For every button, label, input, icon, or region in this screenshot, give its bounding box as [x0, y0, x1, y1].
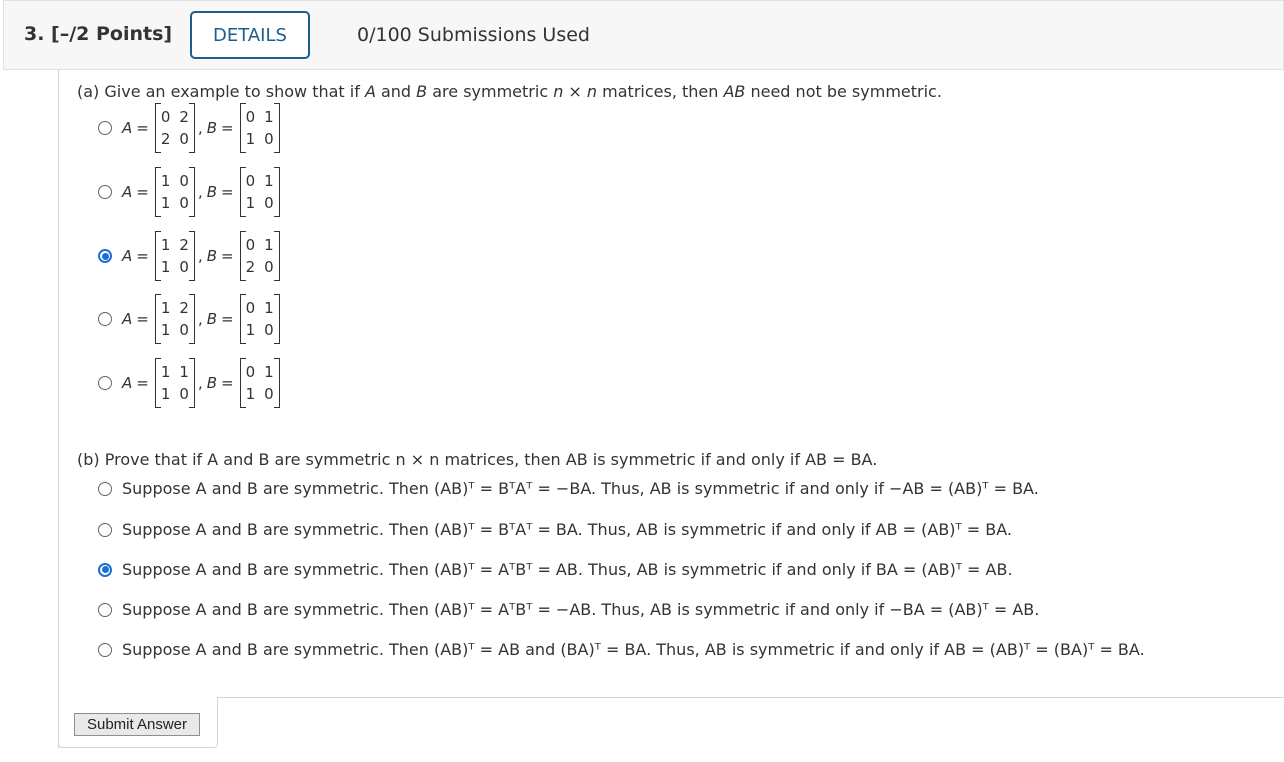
- part-b-option[interactable]: [98, 600, 1039, 619]
- matrix-row: [246, 297, 274, 319]
- part-b-option[interactable]: [98, 520, 1012, 539]
- matrix-b: [240, 234, 280, 278]
- question-header: [3, 0, 1284, 70]
- matrix-cell: 0: [179, 130, 189, 148]
- matrix-cell: 1: [160, 172, 171, 190]
- equals-sign: =: [136, 247, 149, 265]
- matrix-cell: 1: [245, 321, 256, 339]
- details-button[interactable]: DETAILS: [190, 11, 310, 59]
- matrix-cell: 0: [245, 299, 256, 317]
- matrix-cell: 0: [264, 321, 274, 339]
- matrix-a: [155, 297, 195, 341]
- comma: ,: [197, 374, 203, 392]
- matrix-b-label: B: [206, 374, 218, 392]
- submissions-used: 0/100 Submissions Used: [357, 24, 590, 46]
- comma: ,: [197, 310, 203, 328]
- matrix-cell: 0: [245, 108, 256, 126]
- part-b-option[interactable]: [98, 640, 1145, 659]
- comma: ,: [197, 183, 203, 201]
- matrix-a-label: A: [122, 247, 133, 265]
- matrix-b: [240, 297, 280, 341]
- matrix-cell: 1: [160, 321, 171, 339]
- radio-button[interactable]: [98, 523, 112, 537]
- equals-sign: =: [221, 310, 234, 328]
- matrix-b: [240, 361, 280, 405]
- radio-button[interactable]: [98, 603, 112, 617]
- equals-sign: =: [136, 183, 149, 201]
- radio-button[interactable]: [98, 185, 112, 199]
- matrix-a-label: A: [122, 310, 133, 328]
- matrix-cell: 0: [179, 258, 189, 276]
- matrix-cell: 1: [179, 363, 189, 381]
- matrix-row: [161, 234, 189, 256]
- equals-sign: =: [136, 374, 149, 392]
- matrix-cell: 0: [264, 130, 274, 148]
- matrix-row: [246, 234, 274, 256]
- matrix-row: [246, 128, 274, 150]
- matrix-row: [161, 319, 189, 341]
- matrix-cell: 1: [160, 363, 171, 381]
- matrix-cell: 1: [160, 299, 171, 317]
- option-text: Suppose A and B are symmetric. Then (AB)ᵀ = AᵀBᵀ = AB. Thus, AB is symmetric if and only if BA = (AB)ᵀ = AB.: [122, 560, 1013, 579]
- matrix-cell: 1: [245, 385, 256, 403]
- part-a-prompt: (a) Give an example to show that if A and B are symmetric n × n matrices, then AB need not be symmetric.: [77, 82, 942, 101]
- matrix-row: [161, 383, 189, 405]
- submit-answer-button[interactable]: Submit Answer: [74, 713, 200, 736]
- matrix-row: [246, 106, 274, 128]
- part-a-option[interactable]: [98, 100, 282, 156]
- part-b-option[interactable]: [98, 479, 1039, 498]
- matrix-row: [161, 361, 189, 383]
- option-text: Suppose A and B are symmetric. Then (AB)ᵀ = AᵀBᵀ = −AB. Thus, AB is symmetric if and only if −BA = (AB)ᵀ = AB.: [122, 600, 1040, 619]
- matrix-a: [155, 234, 195, 278]
- matrix-cell: 2: [179, 236, 189, 254]
- comma: ,: [197, 247, 203, 265]
- equals-sign: =: [136, 119, 149, 137]
- comma: ,: [197, 119, 203, 137]
- matrix-b: [240, 106, 280, 150]
- radio-button[interactable]: [98, 376, 112, 390]
- matrix-cell: 0: [264, 385, 274, 403]
- equals-sign: =: [221, 374, 234, 392]
- matrix-row: [161, 106, 189, 128]
- option-text: Suppose A and B are symmetric. Then (AB)ᵀ = AB and (BA)ᵀ = BA. Thus, AB is symmetric if and only if AB = (AB)ᵀ = (BA)ᵀ = BA.: [122, 640, 1145, 659]
- matrix-cell: 0: [160, 108, 171, 126]
- matrix-cell: 2: [245, 258, 256, 276]
- matrix-row: [161, 256, 189, 278]
- matrix-cell: 1: [160, 385, 171, 403]
- matrix-row: [246, 319, 274, 341]
- matrix-row: [246, 192, 274, 214]
- matrix-row: [161, 192, 189, 214]
- matrix-b-label: B: [206, 247, 218, 265]
- matrix-cell: 0: [245, 363, 256, 381]
- matrix-cell: 1: [264, 236, 274, 254]
- matrix-a: [155, 361, 195, 405]
- divider: [217, 697, 1284, 698]
- matrix-a: [155, 106, 195, 150]
- radio-button[interactable]: [98, 643, 112, 657]
- matrix-cell: 1: [264, 299, 274, 317]
- radio-button[interactable]: [98, 312, 112, 326]
- matrix-cell: 1: [160, 258, 171, 276]
- matrix-cell: 0: [179, 321, 189, 339]
- matrix-b: [240, 170, 280, 214]
- part-b-option[interactable]: [98, 560, 1013, 579]
- question-points-label: 3. [–/2 Points]: [24, 23, 173, 45]
- matrix-cell: 2: [179, 299, 189, 317]
- matrix-cell: 2: [160, 130, 171, 148]
- matrix-cell: 1: [264, 108, 274, 126]
- matrix-cell: 0: [264, 194, 274, 212]
- matrix-row: [161, 128, 189, 150]
- matrix-a-label: A: [122, 374, 133, 392]
- part-b-prompt: (b) Prove that if A and B are symmetric n × n matrices, then AB is symmetric if and only if AB = BA.: [77, 450, 878, 469]
- equals-sign: =: [136, 310, 149, 328]
- option-text: Suppose A and B are symmetric. Then (AB)ᵀ = BᵀAᵀ = −BA. Thus, AB is symmetric if and only if −AB = (AB)ᵀ = BA.: [122, 479, 1039, 498]
- equals-sign: =: [221, 119, 234, 137]
- matrix-row: [246, 256, 274, 278]
- matrix-a-label: A: [122, 183, 133, 201]
- radio-button[interactable]: [98, 563, 112, 577]
- matrix-cell: 1: [245, 194, 256, 212]
- matrix-cell: 1: [264, 363, 274, 381]
- equals-sign: =: [221, 247, 234, 265]
- matrix-a: [155, 170, 195, 214]
- matrix-cell: 2: [179, 108, 189, 126]
- matrix-b-label: B: [206, 183, 218, 201]
- matrix-row: [161, 297, 189, 319]
- radio-button[interactable]: [98, 249, 112, 263]
- matrix-row: [246, 361, 274, 383]
- matrix-cell: 0: [179, 385, 189, 403]
- matrix-cell: 1: [160, 236, 171, 254]
- matrix-cell: 1: [160, 194, 171, 212]
- matrix-cell: 1: [264, 172, 274, 190]
- part-a-option[interactable]: [98, 228, 282, 284]
- part-a-option[interactable]: [98, 291, 282, 347]
- part-a-option[interactable]: [98, 355, 282, 411]
- option-text: Suppose A and B are symmetric. Then (AB)ᵀ = BᵀAᵀ = BA. Thus, AB is symmetric if and only if AB = (AB)ᵀ = BA.: [122, 520, 1012, 539]
- matrix-row: [246, 170, 274, 192]
- part-a-option[interactable]: [98, 164, 282, 220]
- matrix-row: [246, 383, 274, 405]
- matrix-cell: 0: [179, 172, 189, 190]
- equals-sign: =: [221, 183, 234, 201]
- matrix-b-label: B: [206, 310, 218, 328]
- matrix-b-label: B: [206, 119, 218, 137]
- matrix-row: [161, 170, 189, 192]
- matrix-cell: 0: [179, 194, 189, 212]
- matrix-a-label: A: [122, 119, 133, 137]
- radio-button[interactable]: [98, 482, 112, 496]
- matrix-cell: 1: [245, 130, 256, 148]
- radio-button[interactable]: [98, 121, 112, 135]
- matrix-cell: 0: [245, 236, 256, 254]
- matrix-cell: 0: [245, 172, 256, 190]
- matrix-cell: 0: [264, 258, 274, 276]
